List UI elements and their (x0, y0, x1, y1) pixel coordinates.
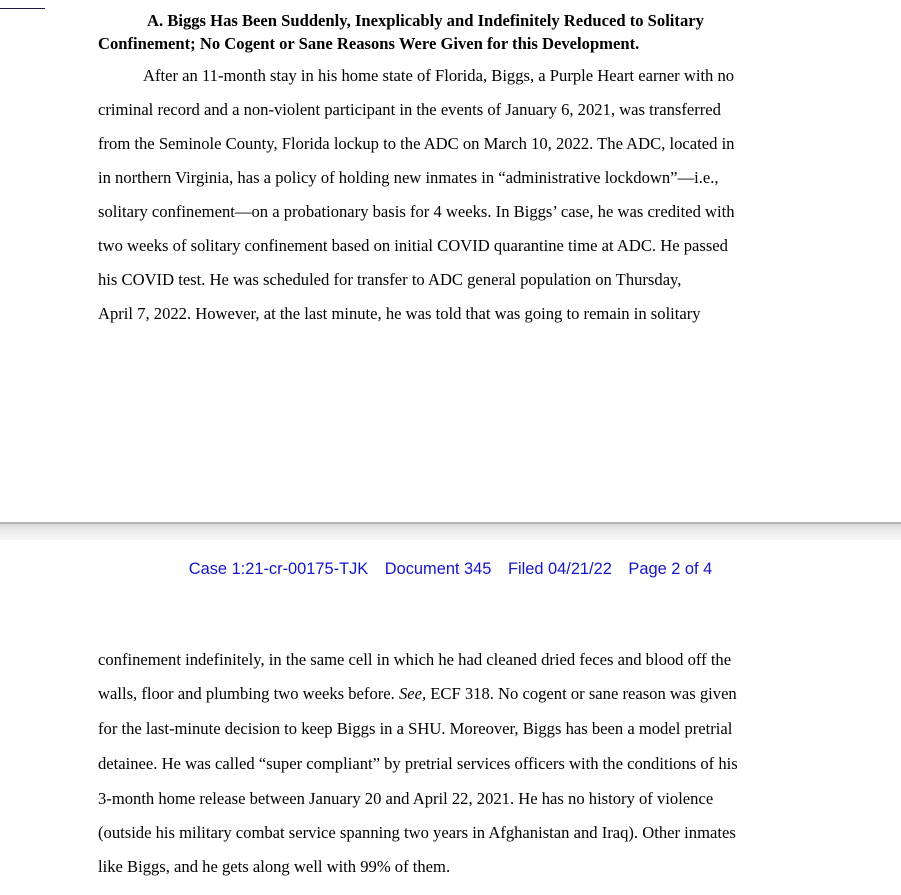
page-break (0, 522, 901, 540)
paragraph-line: April 7, 2022. However, at the last minute, he was told that was going to remain in solitary (98, 304, 701, 323)
paragraph-line: for the last-minute decision to keep Biggs in a SHU. Moreover, Biggs has been a model pretrial (98, 719, 733, 738)
paragraph-line: detainee. He was called “super compliant” by pretrial services officers with the conditions of his (98, 754, 738, 773)
heading-line-2: Confinement; No Cogent or Sane Reasons Were Given for this Development. (98, 34, 640, 53)
filed-date: Filed 04/21/22 (507, 560, 612, 578)
citation-signal: See, (398, 684, 427, 703)
paragraph-line: 3-month home release between January 20 and April 22, 2021. He has no history of violence (98, 789, 714, 808)
paragraph-line: from the Seminole County, Florida lockup to the ADC on March 10, 2022. The ADC, located in (98, 134, 735, 153)
paragraph-line: confinement indefinitely, in the same cell in which he had cleaned dried feces and blood off the (98, 650, 732, 669)
paragraph-line: solitary confinement—on a probationary basis for 4 weeks. In Biggs’ case, he was credited with (98, 202, 735, 221)
paragraph-line: After an 11-month stay in his home state of Florida, Biggs, a Purple Heart earner with no (143, 66, 735, 85)
paragraph-line: in northern Virginia, has a policy of holding new inmates in “administrative lockdown”—i.e., (98, 168, 719, 187)
paragraph-line: like Biggs, and he gets along well with 99% of them. (98, 857, 451, 876)
paragraph-line: (outside his military combat service spanning two years in Afghanistan and Iraq). Other inmates (98, 823, 736, 842)
ecf-header (0, 558, 901, 580)
paragraph-line: two weeks of solitary confinement based on initial COVID quarantine time at ADC. He passed (98, 236, 728, 255)
section-heading (98, 9, 798, 55)
text-run: walls, floor and plumbing two weeks before. (98, 684, 399, 703)
paragraph-line: criminal record and a non-violent participant in the events of January 6, 2021, was transferred (98, 100, 721, 119)
heading-line-1: A. Biggs Has Been Suddenly, Inexplicably and Indefinitely Reduced to Solitary (147, 11, 704, 30)
text-run: ECF 318. No cogent or sane reason was given (426, 684, 737, 703)
top-rule (0, 8, 45, 9)
paragraph-line (98, 684, 737, 704)
page-number: Page 2 of 4 (628, 560, 713, 578)
document-number: Document 345 (384, 560, 492, 578)
paragraph-line: his COVID test. He was scheduled for transfer to ADC general population on Thursday, (98, 270, 682, 289)
case-number: Case 1:21-cr-00175-TJK (188, 560, 369, 578)
